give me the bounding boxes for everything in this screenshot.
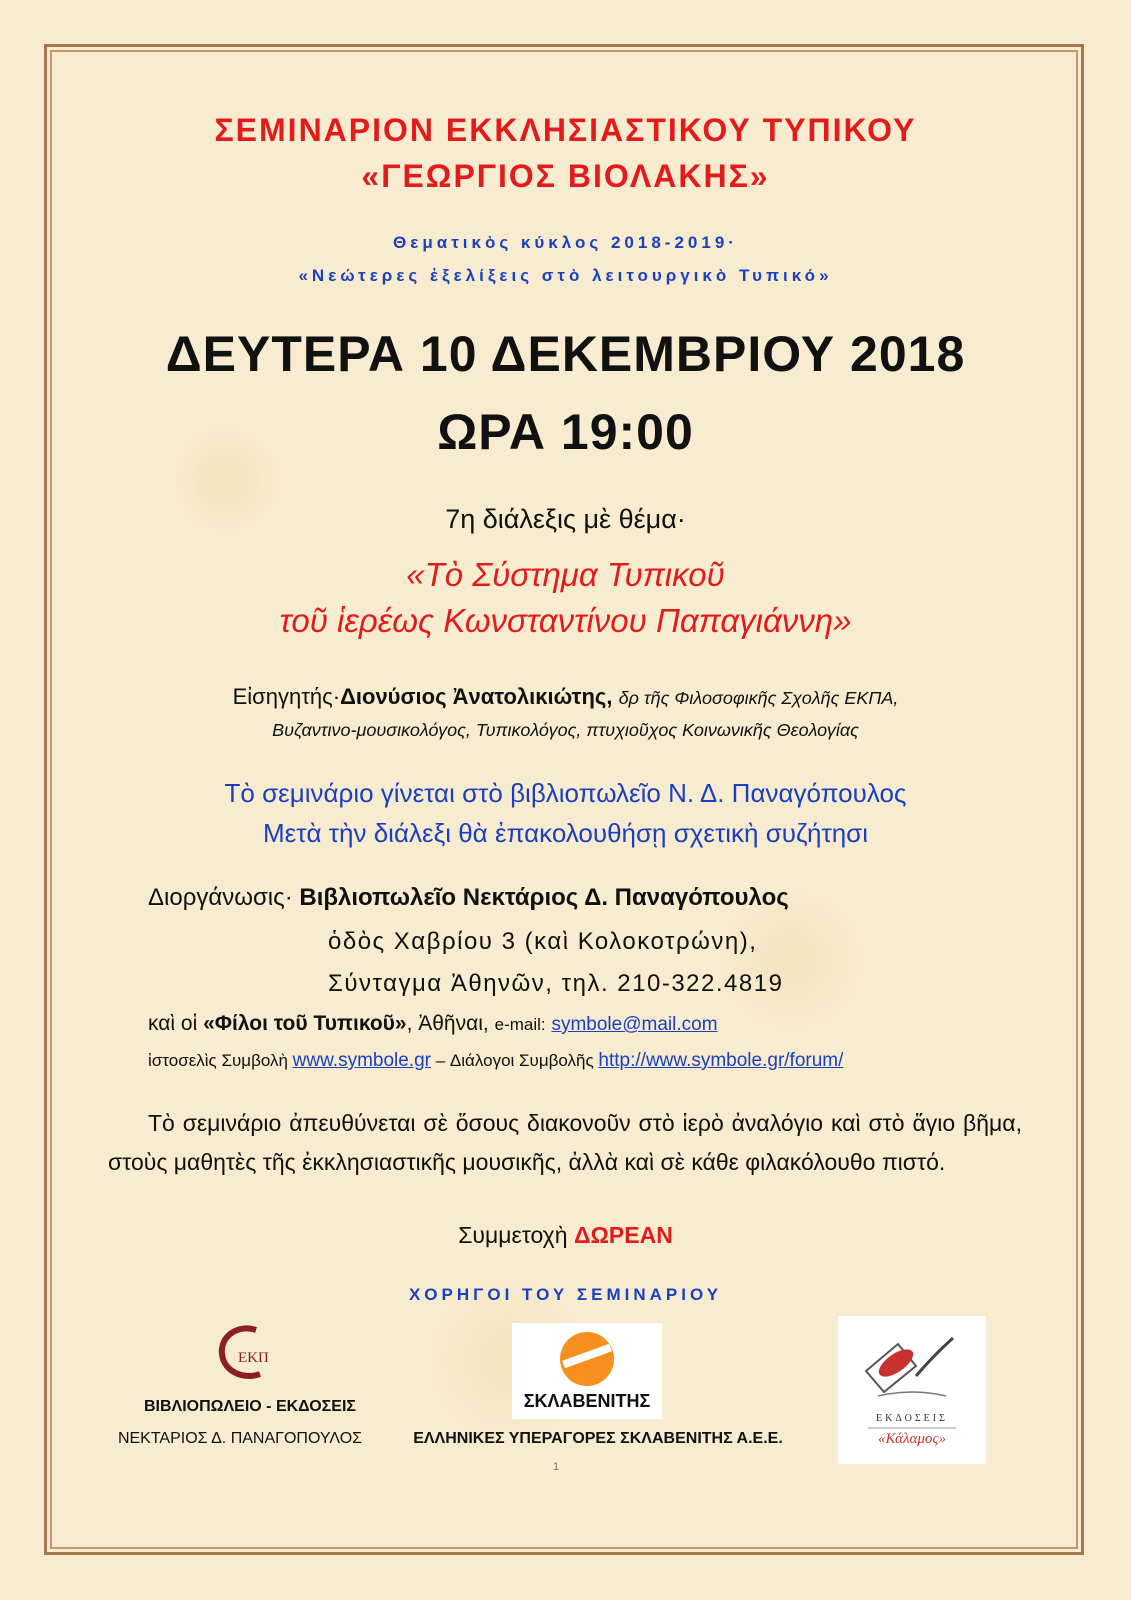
sponsor-sklavenitis-logo <box>512 1323 662 1419</box>
website-label: ἱστοσελὶς Συμβολὴ <box>148 1051 288 1070</box>
friends-prefix: καὶ οἱ <box>148 1012 198 1035</box>
lecture-intro: 7η διάλεξις μὲ θέμα· <box>445 504 686 534</box>
sponsors-heading: ΧΟΡΗΓΟΙ ΤΟΥ ΣΕΜΙΝΑΡΙΟΥ <box>408 1285 723 1304</box>
speaker-label: Εἰσηγητής· <box>232 684 341 709</box>
event-date: ΔΕΥΤΕΡΑ 10 ΔΕΚΕΜΒΡΙΟΥ 2018 <box>165 326 966 382</box>
participation-label: Συμμετοχὴ <box>458 1222 568 1248</box>
speaker-credentials-line2: Βυζαντινο-μουσικολόγος, Τυπικολόγος, πτυχιοῦχος Κοινωνικῆς Θεολογίας <box>272 720 859 740</box>
thematic-cycle-line2: «Νεώτερες ἐξελίξεις στὸ λειτουργικὸ Τυπικό» <box>298 266 833 285</box>
forum-link[interactable]: http://www.symbole.gr/forum/ <box>598 1050 844 1071</box>
organizer-line <box>148 884 789 912</box>
page-number: 1 <box>553 1461 560 1473</box>
speaker-name: Διονύσιος Ἀνατολικιώτης, <box>340 684 613 709</box>
kalamos-pen-icon <box>916 1338 953 1376</box>
email-link[interactable]: symbole@mail.com <box>551 1014 718 1035</box>
sponsor-kalamos-logo <box>838 1316 986 1464</box>
seminar-title-line2: «ΓΕΩΡΓΙΟΣ ΒΙΟΛΑΚΗΣ» <box>361 158 770 194</box>
participation-value: ΔΩΡΕΑΝ <box>573 1222 673 1248</box>
lecture-topic-line1: «Τὸ Σύστημα Τυπικοῦ <box>406 556 725 593</box>
website-link[interactable]: www.symbole.gr <box>292 1050 431 1071</box>
organizer-address-line2: Σύνταγμα Ἀθηνῶν, τηλ. 210-322.4819 <box>328 970 784 997</box>
sponsor-ekp-logo <box>208 1322 284 1384</box>
thematic-cycle <box>0 226 1131 292</box>
lecture-topic-line2: τοῦ ἱερέως Κωνσταντίνου Παπαγιάννη» <box>279 602 852 639</box>
speaker-line <box>0 684 1131 710</box>
thematic-cycle-line1: Θεματικὸς κύκλος 2018-2019· <box>393 233 738 252</box>
seminar-title-line1: ΣΕΜΙΝΑΡΙΟΝ ΕΚΚΛΗΣΙΑΣΤΙΚΟΥ ΤΥΠΙΚΟΥ <box>214 112 917 148</box>
venue-line2: Μετὰ τὴν διάλεξι θὰ ἐπακολουθήσῃ σχετικὴ συζήτησι <box>262 818 869 848</box>
kalamos-logo-bottom: «Κάλαμος» <box>878 1431 946 1447</box>
event-time: ΩΡΑ 19:00 <box>437 404 694 460</box>
audience-paragraph: Τὸ σεμινάριο ἀπευθύνεται σὲ ὅσους διακονοῦν στὸ ἱερὸ ἀναλόγιο καὶ στὸ ἅγιο βῆμα, στοὺς μαθητὲς τῆς ἐκκλησιαστικῆς μουσικῆς, ἀλλὰ καὶ σὲ κάθε φιλακόλουθο πιστό. <box>108 1110 1022 1175</box>
website-line <box>148 1050 843 1072</box>
venue-info <box>0 773 1131 853</box>
participation-line <box>0 1222 1131 1249</box>
speaker-credentials: δρ τῆς Φιλοσοφικῆς Σχολῆς ΕΚΠΑ, <box>618 688 899 708</box>
sponsor-ekp-label1: ΒΙΒΛΙΟΠΩΛΕΙΟ - ΕΚΔΟΣΕΙΣ <box>143 1398 356 1415</box>
friends-suffix: , Ἀθῆναι, <box>406 1012 489 1035</box>
seminar-title <box>0 107 1131 199</box>
lecture-topic <box>0 552 1131 644</box>
sponsor-sklavenitis-label: ΕΛΛΗΝΙΚΕΣ ΥΠΕΡΑΓΟΡΕΣ ΣΚΛΑΒΕΝΙΤΗΣ Α.Ε.Ε. <box>413 1430 783 1447</box>
venue-line1: Τὸ σεμινάριο γίνεται στὸ βιβλιοπωλεῖο Ν. Δ. Παναγόπουλος <box>224 778 907 808</box>
email-label: e-mail: <box>494 1015 546 1034</box>
friends-line <box>148 1012 718 1036</box>
sklavenitis-logo-text: ΣΚΛΑΒΕΝΙΤΗΣ <box>523 1391 651 1411</box>
organizer-label: Διοργάνωσις· <box>148 884 293 911</box>
friends-name: «Φίλοι τοῦ Τυπικοῦ» <box>203 1012 407 1035</box>
kalamos-logo-top: ΕΚΔΟΣΕΙΣ <box>876 1413 948 1424</box>
organizer-address-line1: ὁδὸς Χαβρίου 3 (καὶ Κολοκοτρώνη), <box>328 928 758 955</box>
organizer-name: Βιβλιοπωλεῖο Νεκτάριος Δ. Παναγόπουλος <box>299 884 789 911</box>
sponsor-ekp-label2: ΝΕΚΤΑΡΙΟΣ Δ. ΠΑΝΑΓΟΠΟΥΛΟΣ <box>117 1430 363 1447</box>
forum-label: – Διάλογοι Συμβολῆς <box>435 1051 594 1070</box>
ekp-logo-text: ΕΚΠ <box>238 1350 269 1366</box>
